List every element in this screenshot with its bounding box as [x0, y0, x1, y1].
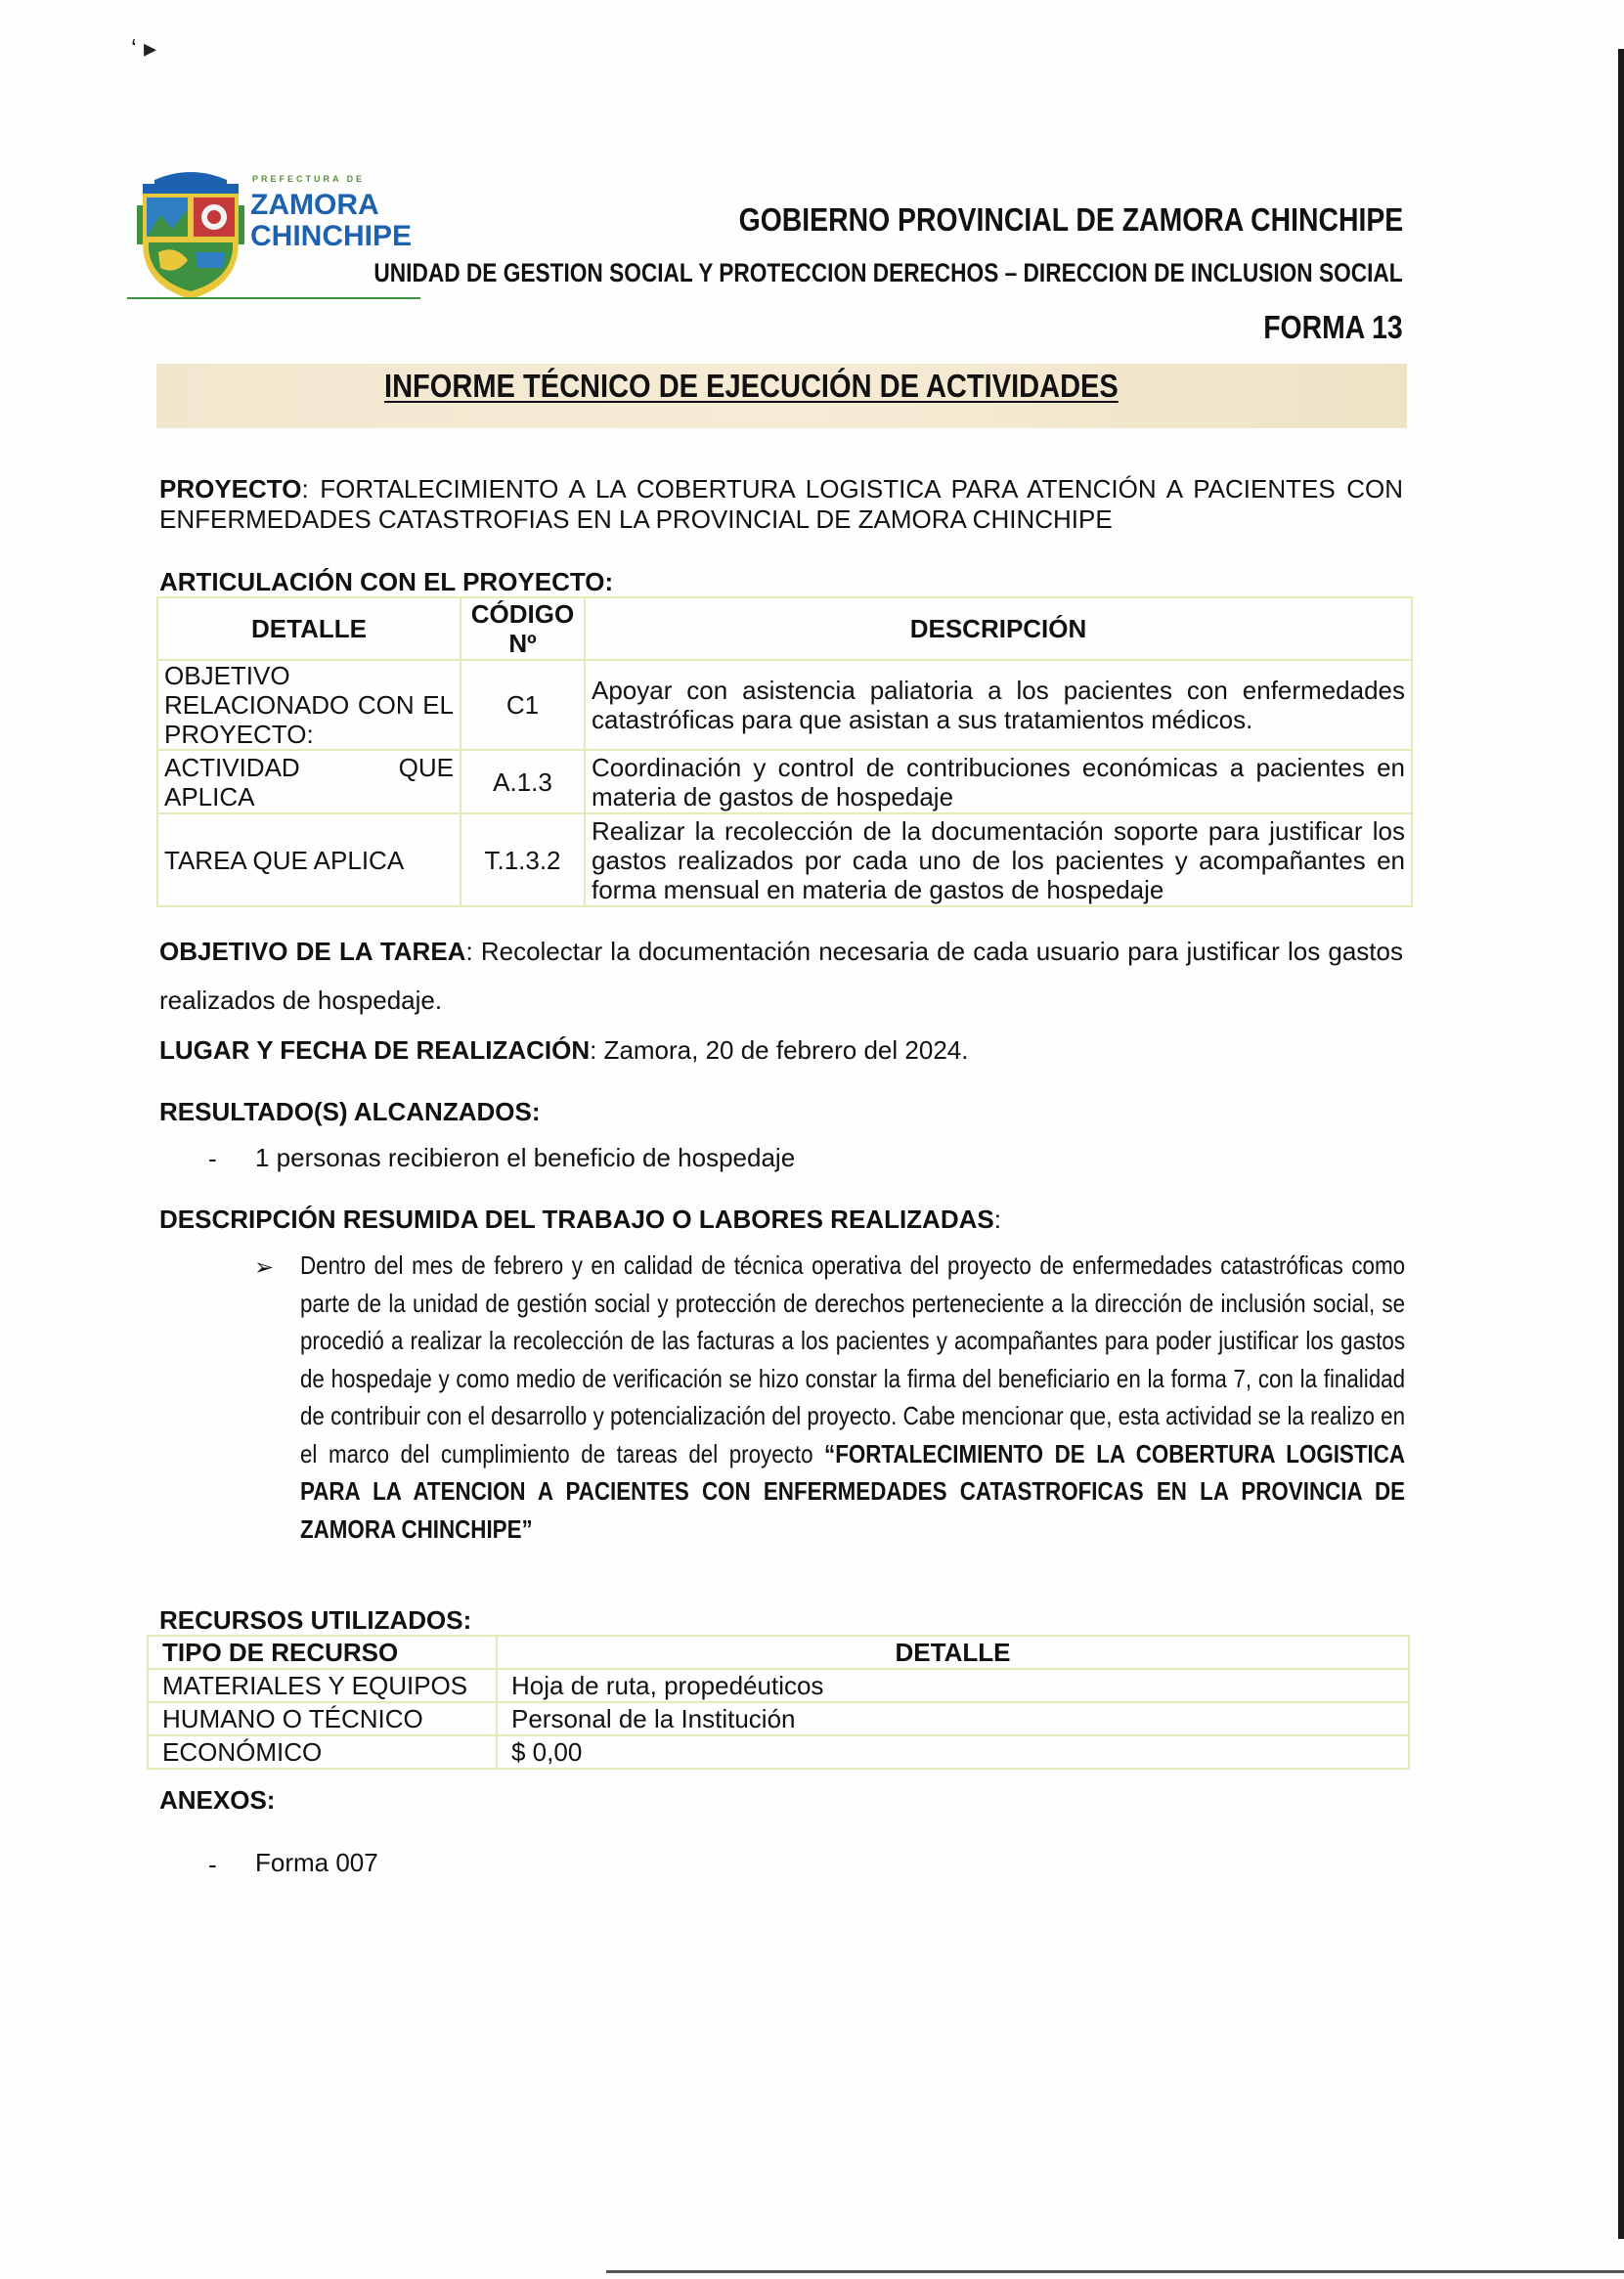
resource-type: MATERIALES Y EQUIPOS — [148, 1669, 497, 1702]
summary-text: Dentro del mes de febrero y en calidad de técnica operativa del proyecto de enfermedades catastróficas como parte de la unidad de gestión social y protección de derechos perteneciente a la dirección de inclusión social, se procedió a realizar la recolección de las facturas a los pacientes y acompañantes para poder justificar los gastos de hospedaje y como medio de verificación se hizo constar la firma del beneficiario en la forma 7, con la finalidad de contribuir con el desarrollo y potencialización del proyecto. Cabe mencionar que, esta actividad se la realizo en el marco del cumplimiento de tareas del proyecto — [300, 1250, 1406, 1468]
resource-detail: $ 0,00 — [497, 1735, 1409, 1769]
row-description: Realizar la recolección de la documentación soporte para justificar los gastos realizados por cada uno de los pacientes y acompañantes en forma mensual en materia de gastos de hospedaje — [585, 813, 1412, 906]
coat-of-arms-icon — [137, 166, 244, 303]
scan-edge-bottom — [606, 2270, 1624, 2273]
articulation-heading: ARTICULACIÓN CON EL PROYECTO: — [159, 567, 614, 596]
table-row — [148, 1735, 1409, 1769]
unit-name: UNIDAD DE GESTION SOCIAL Y PROTECCION DERECHOS – DIRECCION DE INCLUSION SOCIAL — [373, 258, 1403, 287]
scan-mark: ‘ ▸ — [131, 33, 157, 63]
resources-table — [147, 1635, 1410, 1770]
annexes-heading: ANEXOS: — [159, 1785, 276, 1815]
objective-paragraph — [159, 927, 1403, 1025]
row-description: Apoyar con asistencia paliatoria a los pacientes con enfermedades catastróficas para que asistan a sus tratamientos médicos. — [585, 660, 1412, 750]
summary-heading: DESCRIPCIÓN RESUMIDA DEL TRABAJO O LABORES REALIZADAS — [159, 1205, 994, 1234]
table-row — [148, 1702, 1409, 1735]
logo-name-line2: CHINCHIPE — [250, 220, 413, 252]
articulation-table — [156, 596, 1413, 907]
column-header-description: DESCRIPCIÓN — [585, 597, 1412, 660]
row-detail: OBJETIVO RELACIONADO CON EL PROYECTO: — [157, 660, 461, 750]
table-header-row — [157, 597, 1412, 660]
logo-underline — [127, 297, 420, 299]
resource-detail: Personal de la Institución — [497, 1702, 1409, 1735]
project-label: PROYECTO — [159, 474, 302, 504]
result-item: 1 personas recibieron el beneficio de hospedaje — [255, 1143, 796, 1172]
column-header-resource-type: TIPO DE RECURSO — [148, 1636, 497, 1669]
column-header-resource-detail: DETALLE — [497, 1636, 1409, 1669]
row-code: C1 — [461, 660, 585, 750]
logo-name — [250, 190, 412, 252]
resource-type: ECONÓMICO — [148, 1735, 497, 1769]
scan-edge — [1618, 49, 1624, 2239]
row-code: T.1.3.2 — [461, 813, 585, 906]
objective-text: : Recolectar la documentación necesaria de cada usuario para justificar los gastos realizados de hospedaje. — [159, 937, 1403, 1015]
row-code: A.1.3 — [461, 750, 585, 813]
place-date-label: LUGAR Y FECHA DE REALIZACIÓN — [159, 1035, 591, 1065]
resources-heading: RECURSOS UTILIZADOS: — [159, 1605, 472, 1635]
place-date-paragraph — [159, 1035, 968, 1066]
row-description: Coordinación y control de contribuciones económicas a pacientes en materia de gastos de hospedaje — [585, 750, 1412, 813]
project-paragraph — [159, 474, 1403, 535]
logo-prefix: PREFECTURA DE — [252, 174, 366, 184]
resource-detail: Hoja de ruta, propedéuticos — [497, 1669, 1409, 1702]
results-heading: RESULTADO(S) ALCANZADOS: — [159, 1097, 541, 1126]
summary-heading-suffix: : — [993, 1205, 1001, 1234]
resource-type: HUMANO O TÉCNICO — [148, 1702, 497, 1735]
table-row — [157, 750, 1412, 813]
table-row — [157, 813, 1412, 906]
government-name: GOBIERNO PROVINCIAL DE ZAMORA CHINCHIPE — [738, 201, 1403, 238]
dash-bullet-icon: - — [208, 1850, 217, 1879]
report-title: INFORME TÉCNICO DE EJECUCIÓN DE ACTIVIDADES — [384, 368, 1119, 404]
project-text: : FORTALECIMIENTO A LA COBERTURA LOGISTICA PARA ATENCIÓN A PACIENTES CON ENFERMEDADES CATASTROFIAS EN LA PROVINCIAL DE ZAMORA CHINCHIPE — [159, 474, 1403, 534]
resources-header-row — [148, 1636, 1409, 1669]
form-number: FORMA 13 — [1263, 309, 1403, 345]
table-row — [148, 1669, 1409, 1702]
row-detail: ACTIVIDAD QUE APLICA — [157, 750, 461, 813]
arrow-bullet-icon: ➢ — [254, 1254, 275, 1281]
column-header-detail: DETALLE — [157, 597, 461, 660]
place-date-text: : Zamora, 20 de febrero del 2024. — [590, 1035, 969, 1065]
dash-bullet-icon: - — [208, 1144, 217, 1173]
objective-label: OBJETIVO DE LA TAREA — [159, 937, 466, 966]
table-row — [157, 660, 1412, 750]
summary-paragraph — [300, 1247, 1405, 1548]
annex-item: Forma 007 — [255, 1848, 378, 1877]
summary-emphasis: “FORTALECIMIENTO DE LA COBERTURA LOGISTICA PARA LA ATENCION A PACIENTES CON ENFERMEDADES CATASTROFICAS EN LA PROVINCIA DE ZAMORA CHINCHIPE” — [300, 1438, 1406, 1544]
row-detail: TAREA QUE APLICA — [157, 813, 461, 906]
column-header-code: CÓDIGO Nº — [461, 597, 585, 660]
logo-name-line1: ZAMORA — [250, 189, 379, 221]
summary-heading-line — [159, 1205, 1001, 1235]
